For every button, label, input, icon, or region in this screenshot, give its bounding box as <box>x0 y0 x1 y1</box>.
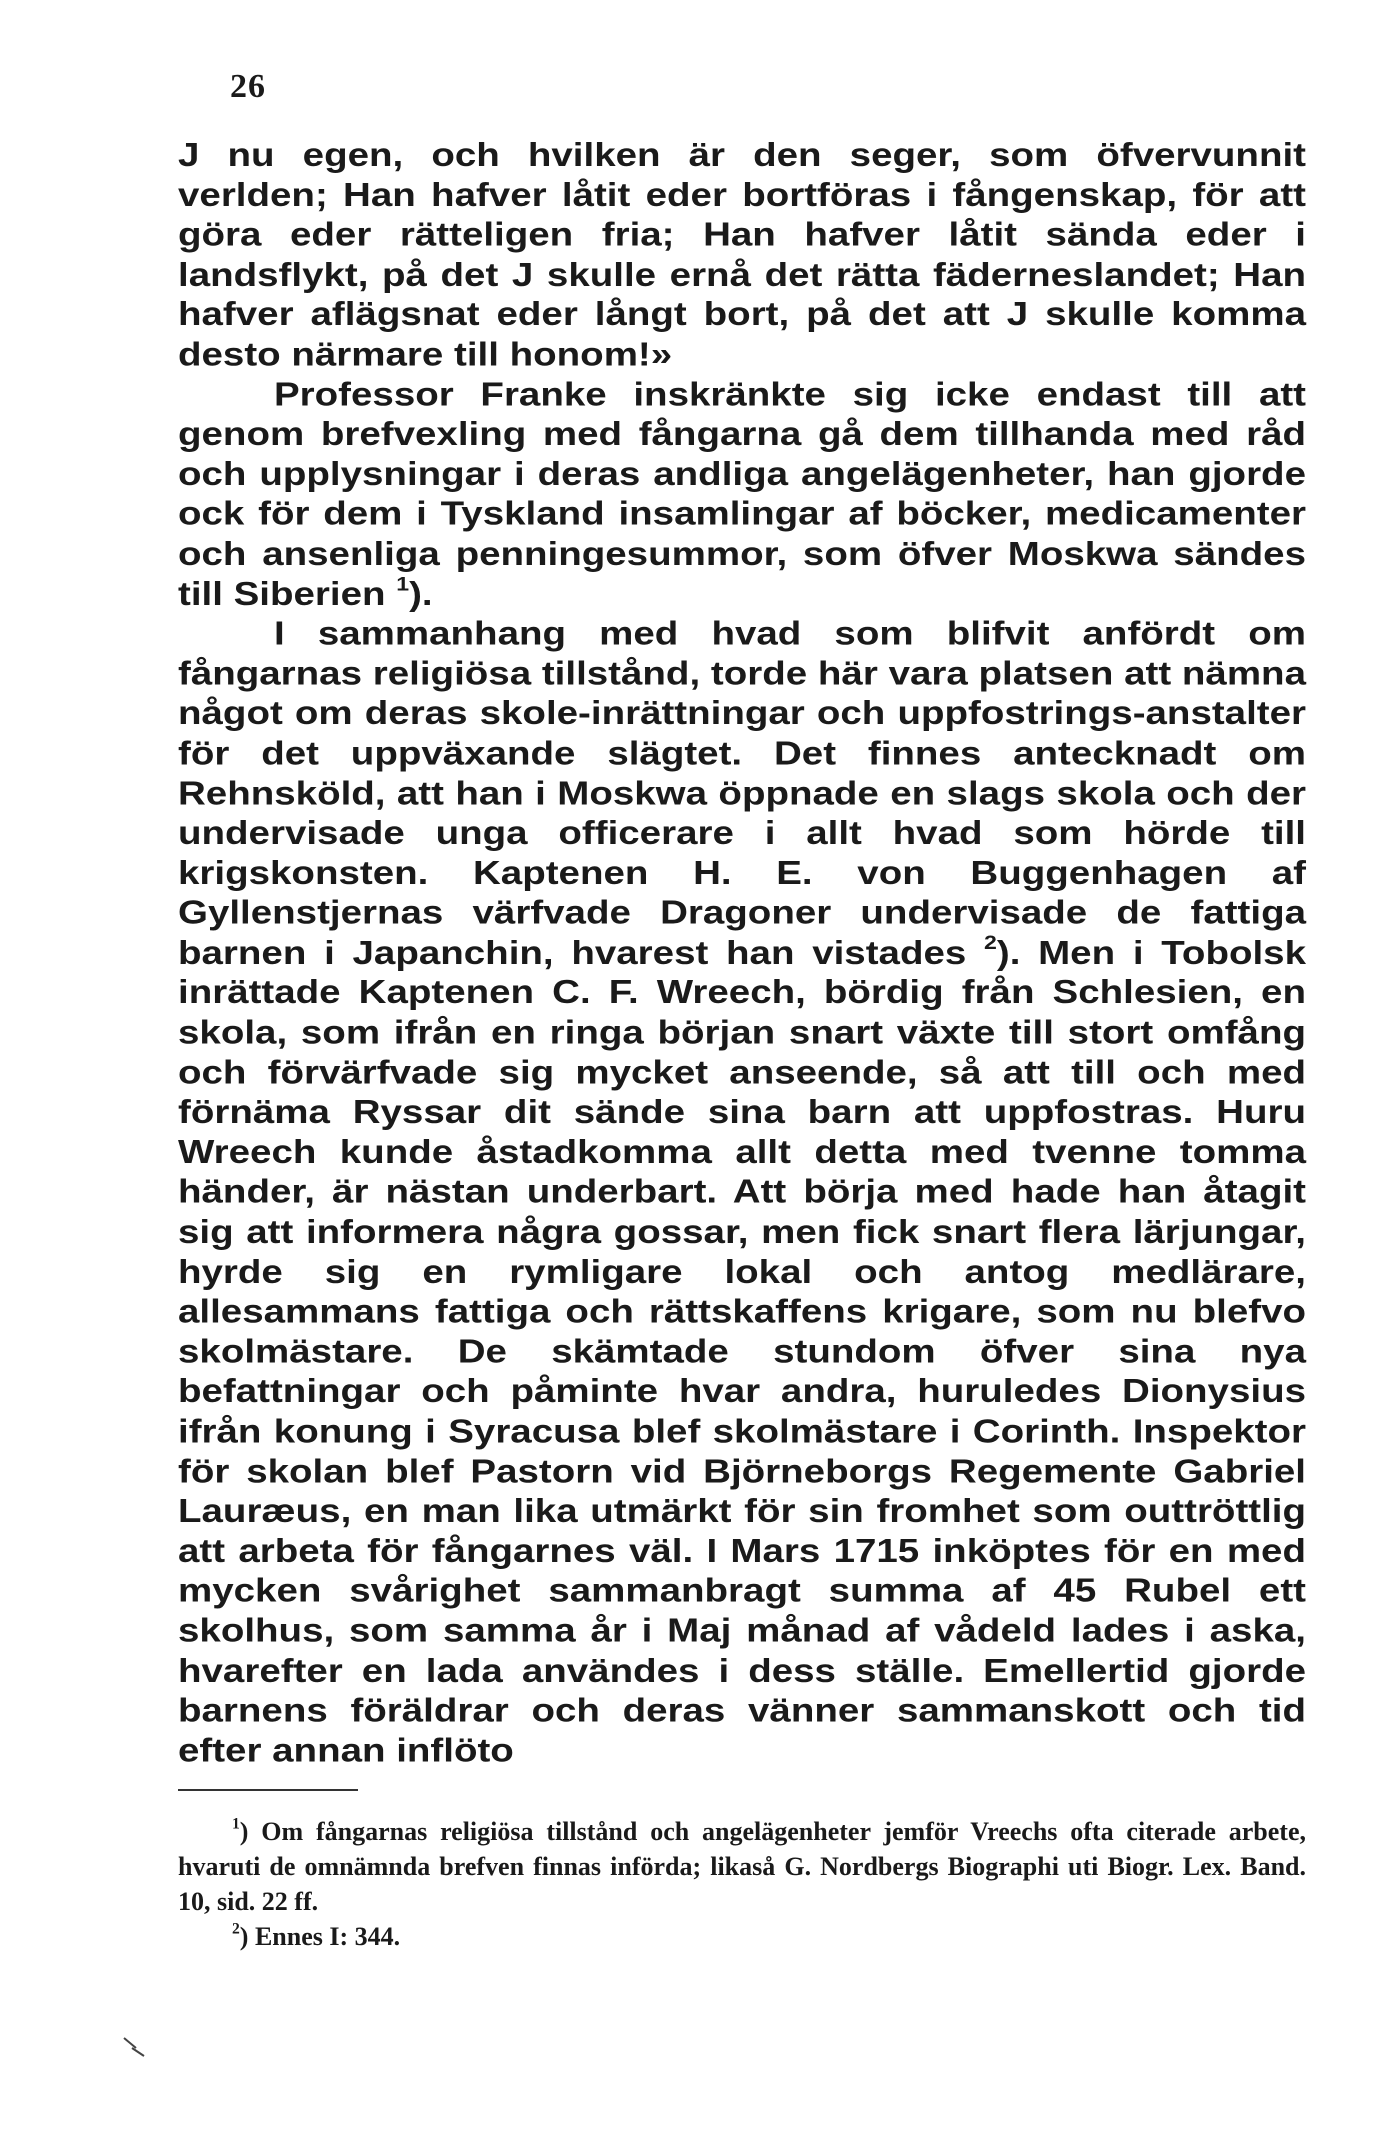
footnotes <box>178 1814 1306 1954</box>
paragraph-3-text-a: I sammanhang med hvad som blifvit anfördt om fångarnas religiösa tillstånd, torde här vara platsen att nämna något om deras skole-inrättningar och uppfostrings-anstalter för det uppväxande slägtet. Det finnes antecknadt om Rehnsköld, att han i Moskwa öppnade en slags skola och der undervisade unga officerare i allt hvad som hörde till krigskonsten. Kaptenen H. E. von Buggenhagen af Gyllenstjernas värfvade Dragoner undervisade de fattiga barnen i Japanchin, hvarest han vistades <box>178 615 1306 972</box>
footnote-1-text: ) Om fångarnas religiösa tillstånd och angelägenheter jemför Vreechs ofta citerade arbete, hvaruti de omnämnda brefven finnas införda; likaså G. Nordbergs Biographi uti Biogr. Lex. Band. 10, sid. 22 ff. <box>178 1817 1306 1916</box>
footnote-2-marker: 2 <box>232 1920 240 1938</box>
paragraph-3 <box>178 615 1306 1772</box>
footnote-1 <box>178 1814 1306 1919</box>
footnote-1-marker: 1 <box>232 1815 240 1833</box>
paragraph-3-text-b: ). Men i Tobolsk inrättade Kaptenen C. F. Wreech, bördig från Schlesien, en skola, som ifrån en ringa början snart växte till stort omfång och förvärfvade sig mycket anseende, så att till och med förnäma Ryssar dit sände sina barn att uppfostras. Huru Wreech kunde åstadkomma allt detta med tvenne tomma händer, är nästan underbart. Att börja med hade han åtagit sig att informera några gossar, men fick snart flera lärjungar, hyrde sig en rymligare lokal och antog medlärare, allesammans fattiga och rättskaffens krigare, som nu blefvo skolmästare. De skämtade stundom öfver sina nya befattningar och påminte hvar andra, huruledes Dionysius ifrån konung i Syracusa blef skolmästare i Corinth. Inspektor för skolan blef Pastorn vid Björneborgs Regemente Gabriel Lauræus, en man lika utmärkt för sin fromhet som outtröttlig att arbeta för fångarnes väl. I Mars 1715 inköptes för en med mycken svårighet sammanbragt summa af 45 Rubel ett skolhus, som samma år i Maj månad af vådeld lades i aska, hvarefter en lada användes i dess ställe. Emellertid gjorde barnens föräldrar och deras vänner sammanskott och tid efter annan inflöto <box>178 934 1306 1770</box>
footnote-ref-2[interactable]: 2 <box>984 930 997 954</box>
stray-ink-mark <box>122 2036 150 2060</box>
paragraph-1: J nu egen, och hvilken är den seger, som öfvervunnit verlden; Han hafver låtit eder bortföras i fångenskap, för att göra eder rätteligen fria; Han hafver låtit sända eder i landsflykt, på det J skulle ernå det rätta fäderneslandet; Han hafver aflägsnat eder långt bort, på det att J skulle komma desto närmare till honom!» <box>178 136 1306 374</box>
page-number: 26 <box>230 68 266 105</box>
footnote-2-text: ) Ennes I: 344. <box>239 1922 401 1951</box>
paragraph-2-text: Professor Franke inskränkte sig icke endast till att genom brefvexling med fångarna gå dem tillhanda med råd och upplysningar i deras andliga angelägenheter, han gjorde ock för dem i Tyskland insamlingar af böcker, medicamenter och ansenliga penningesummor, som öfver Moskwa sändes till Siberien <box>178 376 1306 613</box>
footnote-ref-1[interactable]: 1 <box>396 571 410 595</box>
paragraph-2-end: ). <box>409 575 433 613</box>
body-text <box>178 136 1306 1771</box>
footnote-2 <box>178 1919 1306 1954</box>
footnote-divider <box>178 1789 358 1791</box>
paragraph-2 <box>178 375 1306 614</box>
